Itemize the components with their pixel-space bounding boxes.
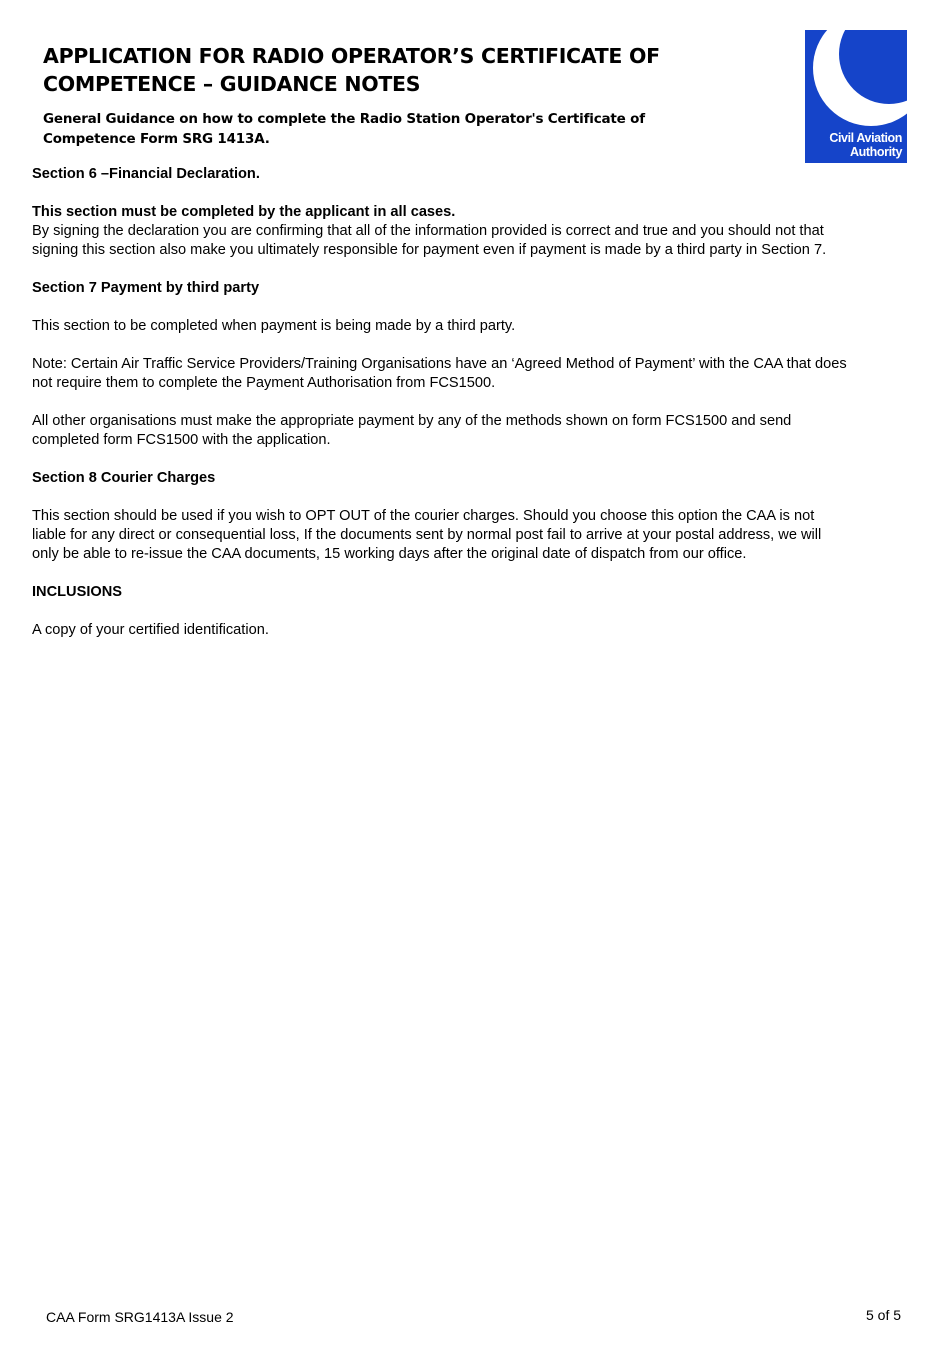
footer-page-number: 5 of 5	[866, 1307, 902, 1323]
section-6-line-1: By signing the declaration you are confirming that all of the information provided is correct and true and you should not that	[32, 223, 824, 239]
caa-logo	[805, 30, 907, 163]
section-6-line-2: signing this section also make you ultimately responsible for payment even if payment is made by a third party in Section 7.	[32, 242, 827, 258]
title-line-1: APPLICATION FOR RADIO OPERATOR’S CERTIFICATE OF	[43, 44, 660, 68]
title-line-2: COMPETENCE – GUIDANCE NOTES	[43, 72, 421, 96]
footer-form-id: CAA Form SRG1413A Issue 2	[46, 1309, 234, 1325]
page-subtitle	[43, 109, 723, 149]
section-8-heading: Section 8 Courier Charges	[32, 470, 216, 486]
section-7-note-line-2: not require them to complete the Payment Authorisation from FCS1500.	[32, 375, 496, 391]
section-7-note	[32, 355, 922, 393]
section-8-line-1: This section should be used if you wish to OPT OUT of the courier charges. Should you choose this option the CAA is not	[32, 508, 815, 524]
page-title	[43, 42, 743, 98]
subtitle-line-2: Competence Form SRG 1413A.	[43, 131, 270, 147]
document-body	[32, 165, 922, 659]
section-7-heading: Section 7 Payment by third party	[32, 280, 260, 296]
section-7-other-line-2: completed form FCS1500 with the application.	[32, 432, 331, 448]
logo-line-1: Civil Aviation	[829, 131, 902, 145]
section-7-note-line-1: Note: Certain Air Traffic Service Providers/Training Organisations have an ‘Agreed Method of Payment’ with the CAA that does	[32, 356, 847, 372]
section-8-line-2: liable for any direct or consequential loss, If the documents sent by normal post fail to arrive at your postal address, we will	[32, 527, 822, 543]
inclusions-text: A copy of your certified identification.	[32, 622, 269, 638]
section-6-heading: Section 6 –Financial Declaration.	[32, 166, 260, 182]
section-6-text	[32, 222, 922, 260]
logo-text	[829, 131, 902, 159]
section-7-other-line-1: All other organisations must make the appropriate payment by any of the methods shown on form FCS1500 and send	[32, 413, 792, 429]
section-6-notice: This section must be completed by the applicant in all cases.	[32, 204, 456, 220]
section-8-line-3: only be able to re-issue the CAA documents, 15 working days after the original date of dispatch from our office.	[32, 546, 747, 562]
inclusions-heading: INCLUSIONS	[32, 584, 122, 600]
section-7-para: This section to be completed when payment is being made by a third party.	[32, 318, 516, 334]
subtitle-line-1: General Guidance on how to complete the Radio Station Operator's Certificate of	[43, 111, 645, 127]
section-8-text	[32, 507, 922, 564]
logo-line-2: Authority	[850, 145, 902, 159]
section-7-other	[32, 412, 922, 450]
